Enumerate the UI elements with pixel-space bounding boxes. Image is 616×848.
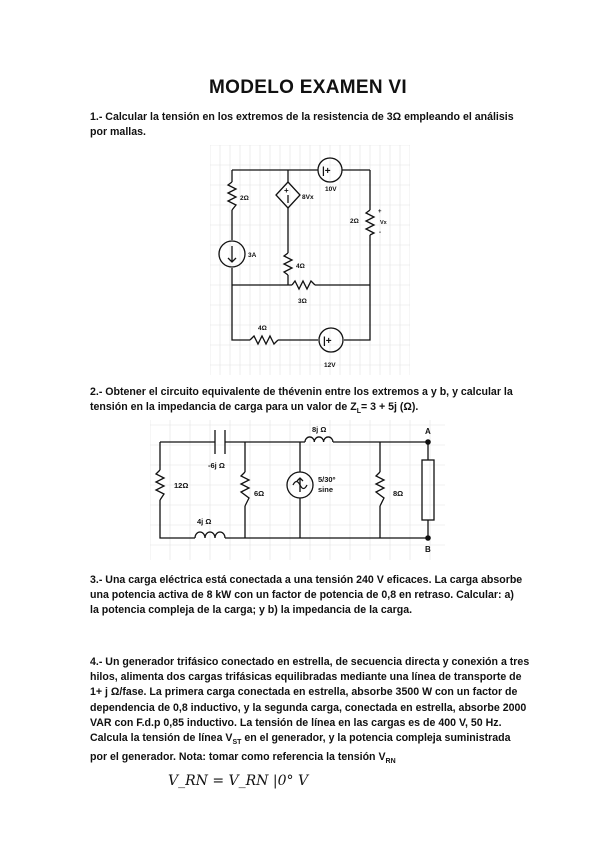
question-3-line-1: 3.- Una carga eléctrica está conectada a una tensión 240 V eficaces. La carga absorbe [90, 574, 523, 586]
question-4-line-6 [90, 731, 530, 750]
label-r6: 6Ω [254, 489, 265, 498]
question-1-text [90, 110, 530, 140]
question-4-line-4: dependencia de 0,8 inductivo, y la segunda carga, conectada en estrella, absorbe 2000 [90, 701, 527, 714]
label-12v: 12V [324, 362, 336, 369]
label-8vx: 8Vx [302, 194, 314, 201]
resistor-4-mid [284, 253, 292, 275]
label-r4-mid: 4Ω [296, 263, 305, 270]
resistor-4-bottom [250, 336, 278, 344]
question-2-line-2 [90, 400, 530, 419]
label-node-a: A [425, 427, 431, 436]
label-ind-bottom: 4j Ω [197, 517, 212, 526]
question-1-line-1: 1.- Calcular la tensión en los extremos de la resistencia de 3Ω empleando el análisis [90, 111, 514, 123]
label-ind-top: 8j Ω [312, 425, 327, 434]
label-vx-minus: - [379, 230, 381, 236]
question-4-line-6-b: en el generador, y la potencia compleja suministrada [241, 732, 511, 745]
question-4-line-7 [90, 750, 530, 769]
load-impedance-icon [422, 460, 434, 520]
label-r4-bottom: 4Ω [258, 325, 267, 332]
label-r3: 3Ω [298, 298, 307, 305]
circuit-1-diagram [210, 145, 410, 375]
handwritten-note: V_RN = V_RN |0° V [168, 773, 309, 789]
label-10v: 10V [325, 186, 337, 193]
label-cap: -6j Ω [208, 461, 225, 470]
z-subscript: L [356, 408, 361, 416]
question-4-line-3: 1+ j Ω/fase. La primera carga conectada en estrella, absorbe 3500 W con un factor de [90, 686, 518, 699]
inductor-top-icon [305, 437, 333, 442]
svg-text:|+: |+ [323, 336, 332, 347]
question-3-line-2: una potencia activa de 8 kW con un factor de potencia de 0,8 en retraso. Calcular: a) [90, 589, 514, 602]
resistor-2-left [228, 182, 236, 210]
label-r12: 12Ω [174, 481, 189, 490]
question-4-line-2: hilos, alimenta dos cargas trifásicas equilibradas mediante una línea de transporte de [90, 671, 522, 684]
resistor-6 [241, 472, 249, 506]
label-vx: Vx [380, 220, 387, 226]
vrn-subscript: RN [385, 758, 396, 766]
question-4-line-6-a: Calcula la tensión de línea V [90, 732, 233, 745]
wire-top-2 [160, 442, 428, 470]
capacitor-icon [215, 430, 225, 454]
voltage-source-12v-icon [319, 328, 343, 352]
node-b-dot [425, 535, 431, 541]
page-title: MODELO EXAMEN VI [209, 77, 407, 98]
question-4-line-1: 4.- Un generador trifásico conectado en estrella, de secuencia directa y conexión a tres [90, 656, 530, 668]
label-src-val: 5/30º [318, 475, 336, 484]
question-2-text [90, 385, 530, 420]
question-2-line-1: 2.- Obtener el circuito equivalente de thévenin entre los extremos a y b, y calcular la [90, 386, 513, 398]
svg-text:+: + [284, 186, 289, 195]
question-4-text [90, 655, 530, 770]
question-3-text [90, 573, 530, 619]
label-3a: 3A [248, 252, 257, 259]
circuit-2-diagram [150, 420, 445, 560]
label-r2-right: 2Ω [350, 218, 359, 225]
label-r8: 8Ω [393, 489, 404, 498]
label-node-b: B [425, 545, 431, 554]
question-3-line-3: la potencia compleja de la carga; y b) la impedancia de la carga. [90, 604, 413, 617]
question-4-line-5: VAR con F.d.p 0,85 inductivo. La tensión de línea en las cargas es de 400 V, 50 Hz. [90, 716, 502, 729]
svg-text:|+: |+ [322, 166, 331, 177]
question-1-line-2: por mallas. [90, 126, 146, 139]
question-2-line-2-end: = 3 + 5j (Ω). [360, 401, 419, 414]
label-src-type: sine [318, 485, 334, 494]
wire-right [344, 170, 370, 340]
resistor-8 [376, 472, 384, 506]
vst-subscript: ST [232, 739, 242, 747]
label-r2-left: 2Ω [240, 195, 249, 202]
label-vx-plus: + [378, 209, 382, 215]
dependent-voltage-source-icon [276, 182, 300, 208]
node-a-dot [425, 439, 431, 445]
question-2-line-2-text: tensión en la impedancia de carga para un valor de Z [90, 401, 357, 414]
question-4-line-7-a: por el generador. Nota: tomar como referencia la tensión V [90, 751, 386, 764]
